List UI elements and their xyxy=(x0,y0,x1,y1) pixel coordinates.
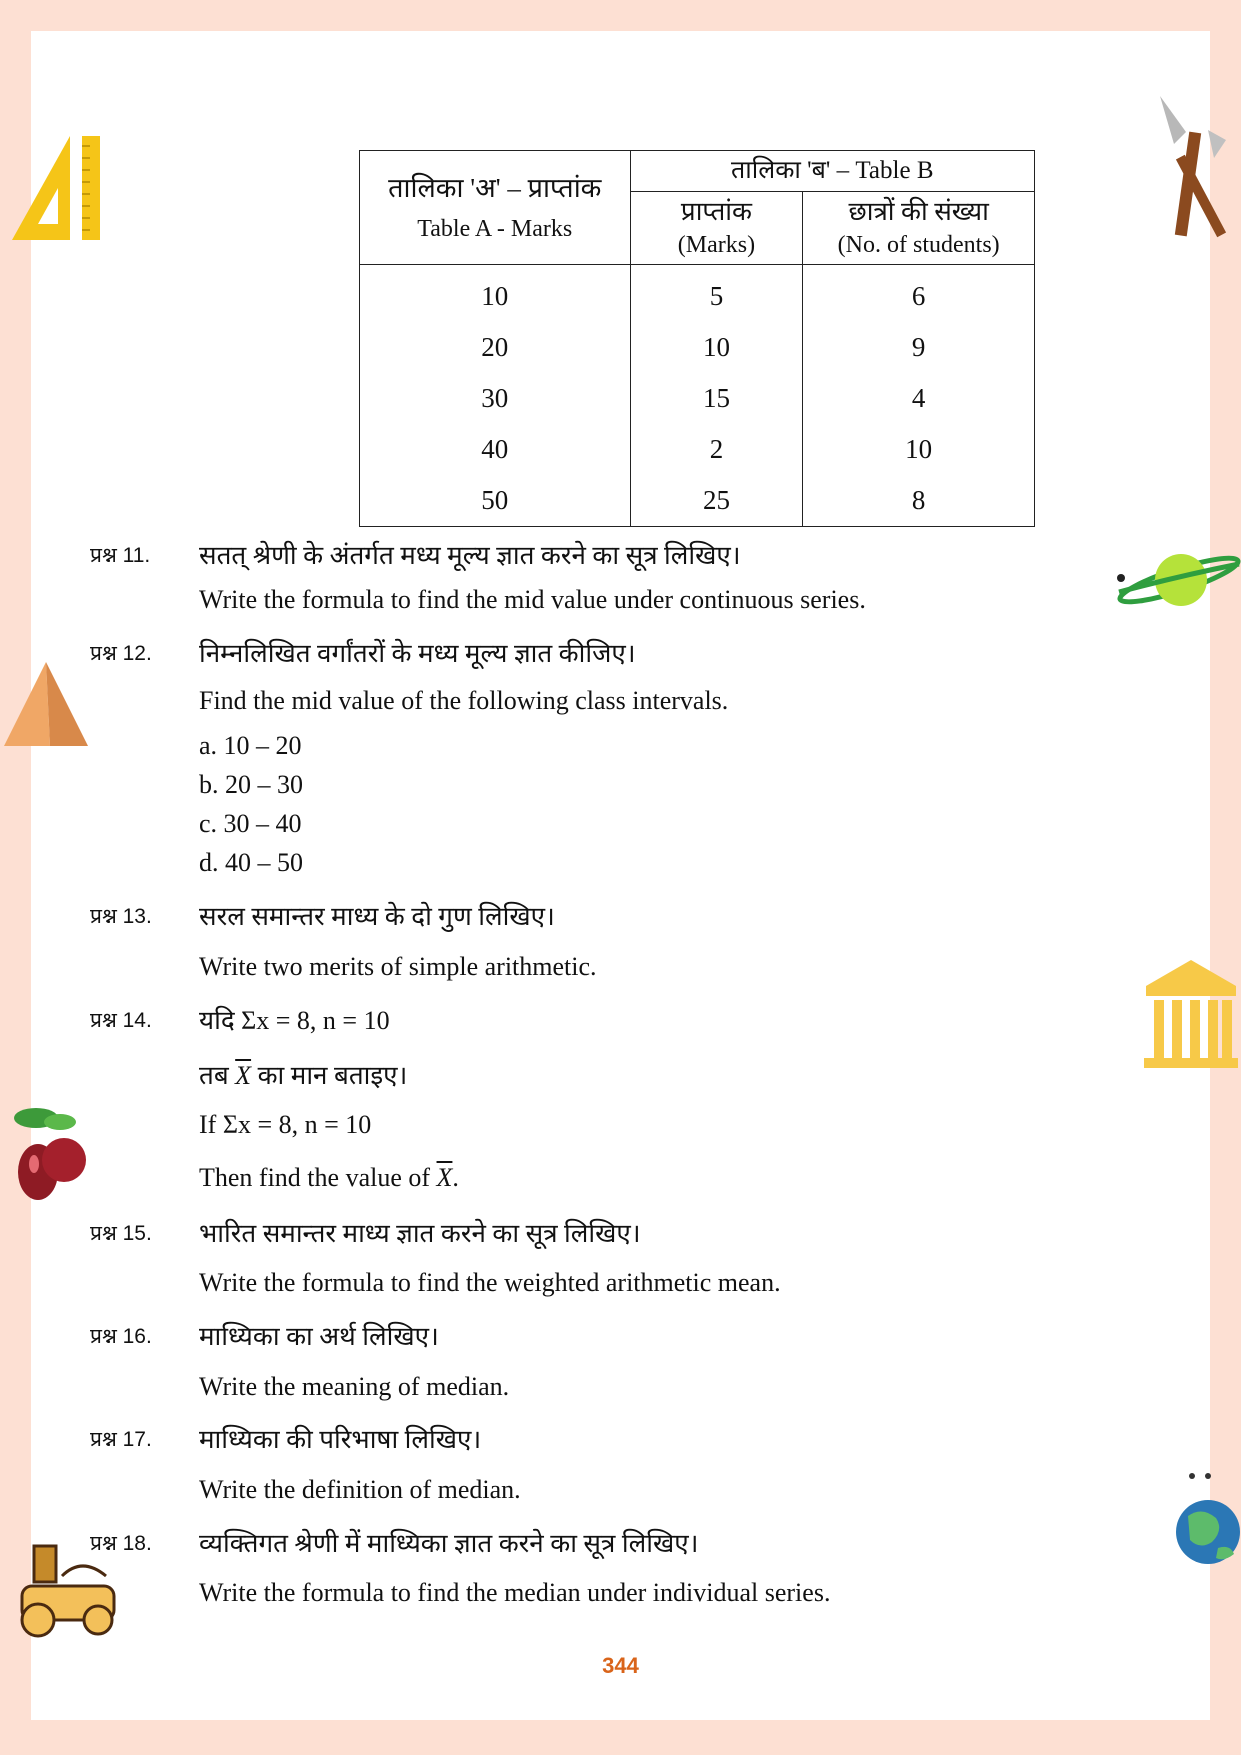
stone-tools-icon xyxy=(1152,92,1238,242)
question-15-english: Write the formula to find the weighted arithmetic mean. xyxy=(199,1268,781,1297)
question-16-english: Write the meaning of median. xyxy=(199,1372,510,1401)
question-12-label: प्रश्न 12. xyxy=(90,642,152,665)
x-bar-symbol: $\overline{X}$ xyxy=(436,1163,453,1192)
question-16-hindi: माध्यिका का अर्थ लिखिए। xyxy=(199,1322,439,1351)
fruit-icon xyxy=(6,1104,90,1204)
question-14-hindi-line-2: तब $\overline{X}$ का मान बताइए। xyxy=(199,1061,408,1090)
question-11-label: प्रश्न 11. xyxy=(90,544,151,567)
question-13-label: प्रश्न 13. xyxy=(90,905,152,928)
question-12-option-a: a. 10 – 20 xyxy=(199,731,302,760)
question-18-label: प्रश्न 18. xyxy=(90,1532,152,1555)
table-a-header: तालिका 'अ' – प्राप्तांक Table A - Marks xyxy=(360,151,631,265)
question-14-hindi-line-1: यदि Σx = 8, n = 10 xyxy=(199,1006,390,1035)
question-12-english: Find the mid value of the following class intervals. xyxy=(199,686,729,715)
question-15-hindi: भारित समान्तर माध्य ज्ञात करने का सूत्र लिखिए। xyxy=(199,1219,641,1248)
table-row: 10 5 6 xyxy=(360,265,1035,323)
planet-saturn-icon xyxy=(1115,548,1241,614)
table-row: 20 10 9 xyxy=(360,322,1035,373)
globe-icon xyxy=(1172,1468,1240,1572)
question-13-hindi: सरल समान्तर माध्य के दो गुण लिखिए। xyxy=(199,902,555,931)
table-row: 30 15 4 xyxy=(360,373,1035,424)
question-17-english: Write the definition of median. xyxy=(199,1475,521,1504)
question-12-option-c: c. 30 – 40 xyxy=(199,809,302,838)
question-18-hindi: व्यक्तिगत श्रेणी में माध्यिका ज्ञात करने का सूत्र लिखिए। xyxy=(199,1529,699,1558)
set-square-ruler-icon xyxy=(8,132,104,244)
question-14-english-line-1: If Σx = 8, n = 10 xyxy=(199,1110,372,1139)
table-b-header: तालिका 'ब' – Table B xyxy=(630,151,1034,192)
students-column-header: छात्रों की संख्या (No. of students) xyxy=(803,192,1035,265)
question-12-option-d: d. 40 – 50 xyxy=(199,848,303,877)
question-17-hindi: माध्यिका की परिभाषा लिखिए। xyxy=(199,1425,482,1454)
question-14-label: प्रश्न 14. xyxy=(90,1009,152,1032)
question-12-hindi: निम्नलिखित वर्गांतरों के मध्य मूल्य ज्ञात कीजिए। xyxy=(199,639,636,668)
temple-icon xyxy=(1142,956,1240,1072)
pyramid-icon xyxy=(2,660,90,748)
question-15-label: प्रश्न 15. xyxy=(90,1222,152,1245)
question-13-english: Write two merits of simple arithmetic. xyxy=(199,952,597,981)
table-row: 40 2 10 xyxy=(360,424,1035,475)
page-number: 344 xyxy=(602,1653,639,1678)
question-12-option-b: b. 20 – 30 xyxy=(199,770,303,799)
question-18-english: Write the formula to find the median under individual series. xyxy=(199,1578,831,1607)
question-11-hindi: सतत् श्रेणी के अंतर्गत मध्य मूल्य ज्ञात करने का सूत्र लिखिए। xyxy=(199,541,741,570)
question-11-english: Write the formula to find the mid value under continuous series. xyxy=(199,585,866,614)
question-14-english-line-2: Then find the value of $\overline{X}$. xyxy=(199,1163,459,1192)
marks-table xyxy=(359,150,1035,527)
x-bar-symbol: $\overline{X}$ xyxy=(235,1061,252,1090)
table-row: 50 25 8 xyxy=(360,475,1035,527)
question-16-label: प्रश्न 16. xyxy=(90,1325,152,1348)
marks-column-header: प्राप्तांक (Marks) xyxy=(630,192,803,265)
question-17-label: प्रश्न 17. xyxy=(90,1428,152,1451)
